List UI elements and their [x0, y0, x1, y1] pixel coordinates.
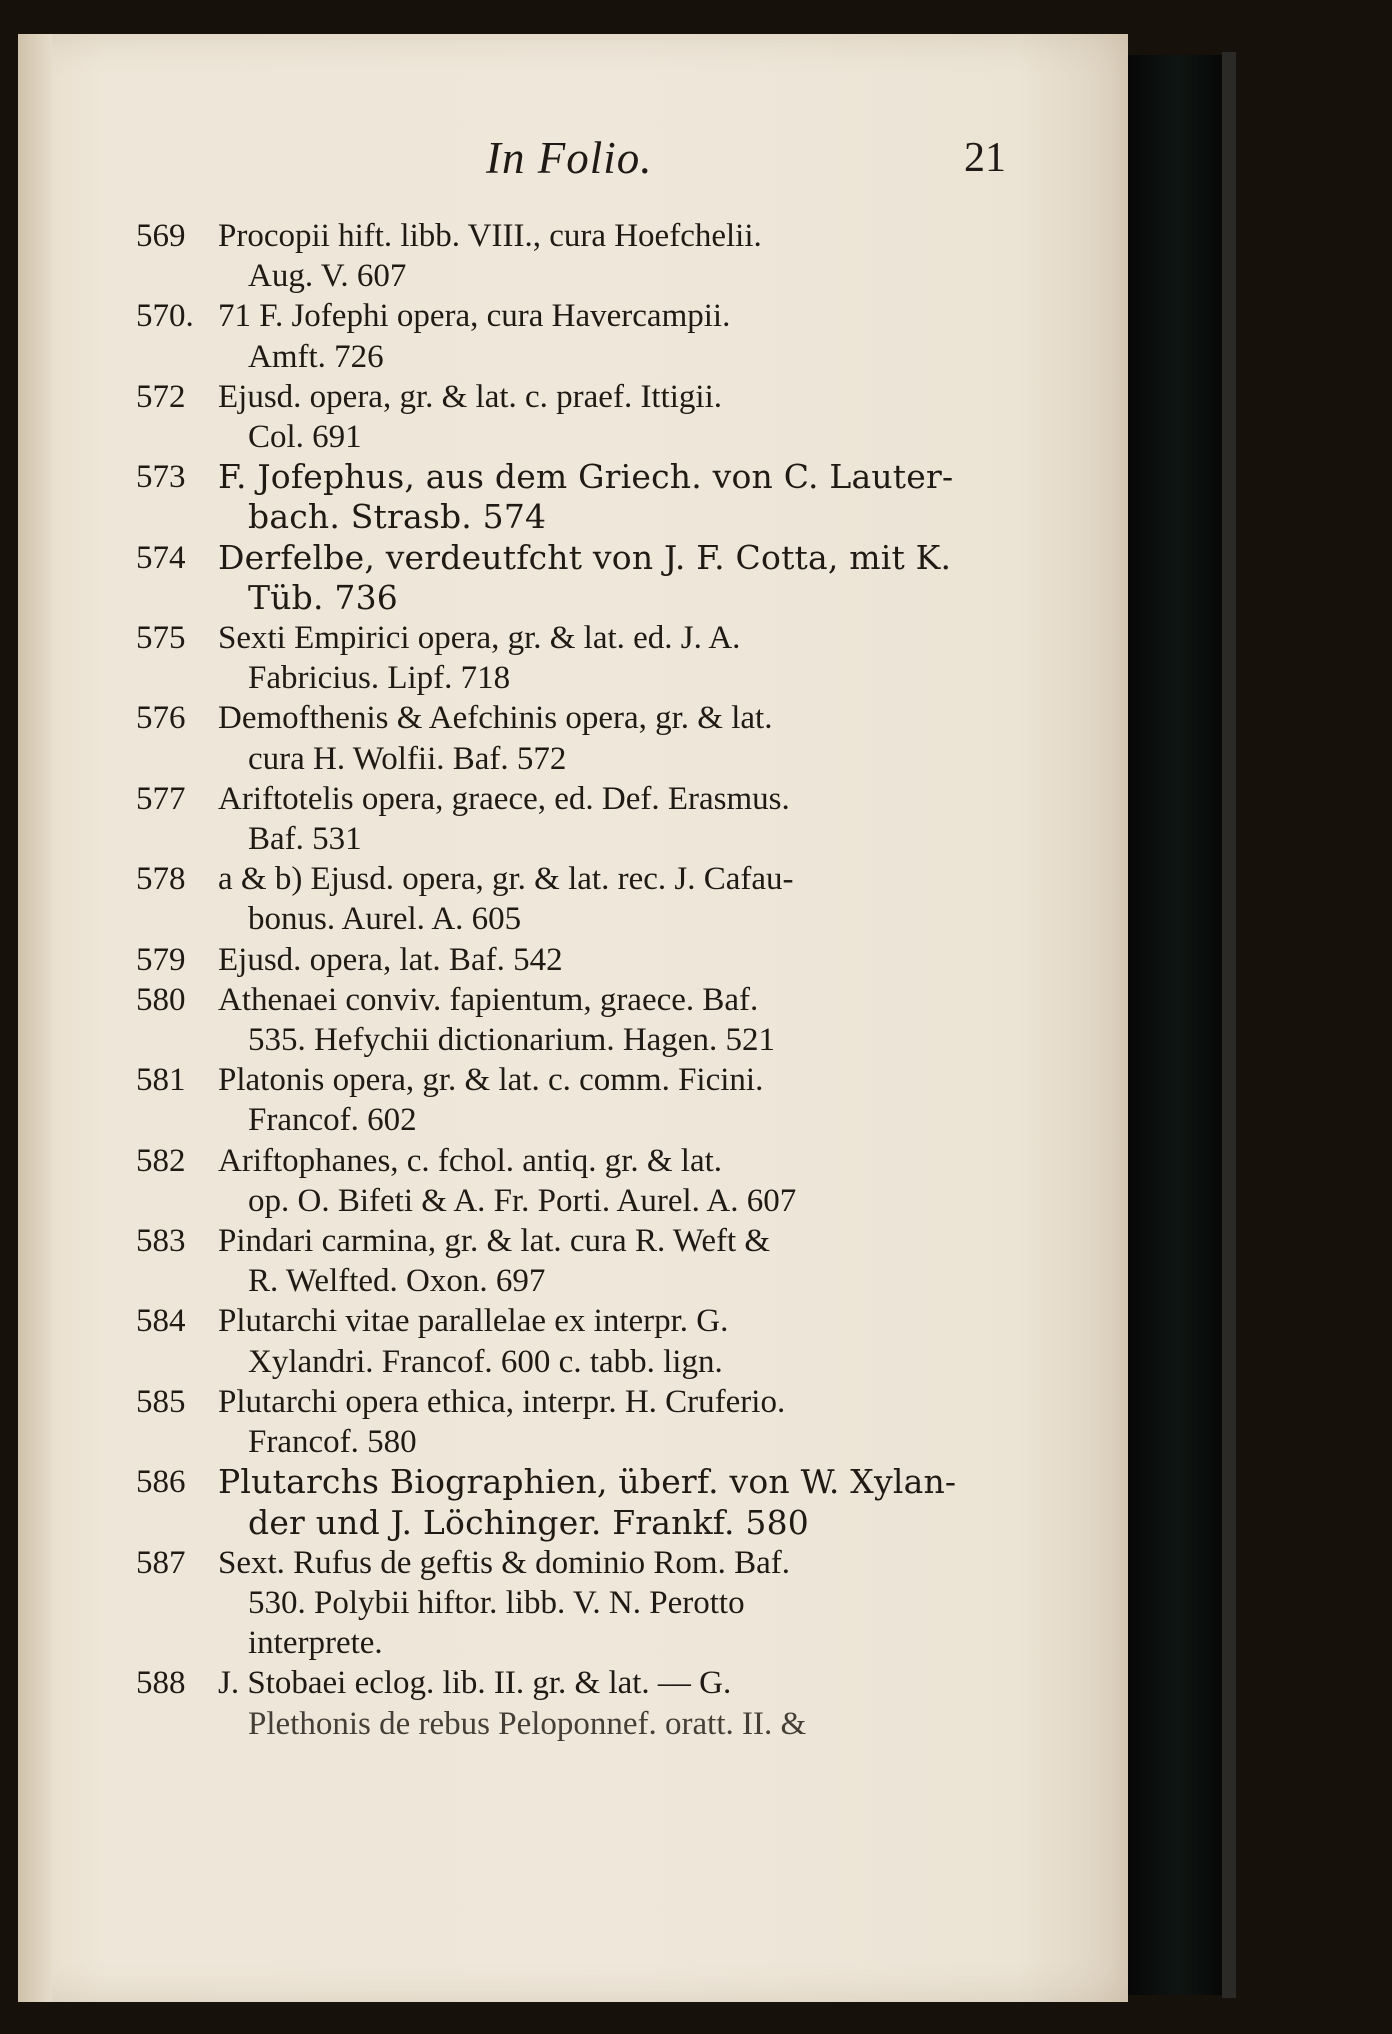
- catalog-entry: [136, 618, 1016, 698]
- entry-line: Ariftotelis opera, graece, ed. Def. Erasmus.: [218, 780, 790, 817]
- entry-line: F. Jofephus, aus dem Griech. von C. Lauter-: [218, 457, 954, 497]
- catalog-entry: [136, 296, 1016, 376]
- entry-number: 578: [136, 861, 186, 898]
- entry-line: Francof. 602: [248, 1102, 417, 1139]
- catalog-entry: [136, 940, 1016, 980]
- entry-line: J. Stobaei eclog. lib. II. gr. & lat. — G.: [218, 1665, 732, 1702]
- entry-number: 587: [136, 1544, 186, 1581]
- catalog-entry: [136, 1141, 1016, 1221]
- book-catalog-list: [136, 216, 1016, 1744]
- page-gutter: [18, 34, 52, 2002]
- entry-line: 71 F. Jofephi opera, cura Havercampii.: [218, 298, 731, 335]
- entry-line: bonus. Aurel. A. 605: [248, 901, 522, 938]
- entry-line: bach. Strasb. 574: [248, 497, 547, 537]
- entry-line: op. O. Bifeti & A. Fr. Porti. Aurel. A. 607: [248, 1182, 797, 1219]
- catalog-entry: [136, 1221, 1016, 1301]
- entry-line: Fabricius. Lipf. 718: [248, 660, 511, 697]
- entry-number: 572: [136, 378, 186, 415]
- running-title: In Folio.: [486, 133, 653, 183]
- entry-line: Plutarchs Biographien, überf. von W. Xylan-: [218, 1462, 957, 1502]
- catalog-entry: [136, 1301, 1016, 1381]
- entry-number: 585: [136, 1383, 186, 1420]
- entry-line: interprete.: [248, 1625, 383, 1662]
- entry-line: Derfelbe, verdeutfcht von J. F. Cotta, mit K.: [218, 537, 952, 577]
- entry-line: 535. Hefychii dictionarium. Hagen. 521: [248, 1022, 775, 1059]
- entry-number: 583: [136, 1223, 186, 1260]
- entry-line: Athenaei conviv. fapientum, graece. Baf.: [218, 981, 759, 1018]
- catalog-entry: [136, 779, 1016, 859]
- entry-line: Plutarchi opera ethica, interpr. H. Cruferio.: [218, 1383, 786, 1420]
- book-binding-edge: [1128, 55, 1232, 1995]
- entry-line: Plethonis de rebus Peloponnef. oratt. II. &: [248, 1705, 807, 1742]
- catalog-entry: [136, 1382, 1016, 1462]
- entry-line: Col. 691: [248, 419, 362, 456]
- entry-line: 530. Polybii hiftor. libb. V. N. Perotto: [248, 1584, 745, 1621]
- catalog-entry: [136, 457, 1016, 537]
- entry-number: 588: [136, 1665, 186, 1702]
- entry-line: Plutarchi vitae parallelae ex interpr. G.: [218, 1303, 729, 1340]
- paper-page: [18, 34, 1128, 2002]
- entry-line: Xylandri. Francof. 600 c. tabb. lign.: [248, 1343, 723, 1380]
- catalog-entry: [136, 859, 1016, 939]
- entry-number: 582: [136, 1142, 186, 1179]
- catalog-entry: [136, 216, 1016, 296]
- page-number: 21: [964, 135, 1006, 181]
- entry-line: Sexti Empirici opera, gr. & lat. ed. J. A.: [218, 620, 741, 657]
- entry-line: Tüb. 736: [248, 577, 398, 617]
- entry-number: 581: [136, 1062, 186, 1099]
- entry-line: Procopii hift. libb. VIII., cura Hoefchelii.: [218, 218, 762, 254]
- entry-number: 569: [136, 218, 186, 254]
- catalog-entry: [136, 1060, 1016, 1140]
- entry-line: Amft. 726: [248, 338, 384, 375]
- entry-number: 584: [136, 1303, 186, 1340]
- entry-number: 575: [136, 620, 186, 657]
- page-header: [186, 132, 1006, 186]
- entry-line: Ejusd. opera, lat. Baf. 542: [218, 941, 563, 978]
- entry-line: Francof. 580: [248, 1424, 417, 1461]
- catalog-entry: [136, 538, 1016, 618]
- entry-line: R. Welfted. Oxon. 697: [248, 1263, 546, 1300]
- entry-number: 574: [136, 539, 186, 576]
- entry-line: der und J. Löchinger. Frankf. 580: [248, 1502, 809, 1542]
- catalog-entry: [136, 377, 1016, 457]
- entry-number: 579: [136, 941, 186, 978]
- entry-line: cura H. Wolfii. Baf. 572: [248, 740, 567, 777]
- entry-line: Pindari carmina, gr. & lat. cura R. Weft &: [218, 1223, 771, 1260]
- entry-number: 577: [136, 780, 186, 817]
- entry-line: Baf. 531: [248, 821, 362, 858]
- entry-line: Aug. V. 607: [248, 258, 407, 295]
- catalog-entry: [136, 1462, 1016, 1542]
- catalog-entry: [136, 1663, 1016, 1743]
- entry-line: Sext. Rufus de geftis & dominio Rom. Baf.: [218, 1544, 790, 1581]
- book-cover-edge: [1222, 52, 1236, 1998]
- entry-number: 573: [136, 459, 186, 496]
- entry-line: a & b) Ejusd. opera, gr. & lat. rec. J. Cafau-: [218, 861, 794, 898]
- entry-line: Ariftophanes, c. fchol. antiq. gr. & lat.: [218, 1142, 723, 1179]
- entry-line: Platonis opera, gr. & lat. c. comm. Ficini.: [218, 1062, 764, 1099]
- entry-number: 586: [136, 1464, 186, 1501]
- entry-number: 576: [136, 700, 186, 737]
- entry-number: 570.: [136, 298, 194, 335]
- catalog-entry: [136, 980, 1016, 1060]
- catalog-entry: [136, 1543, 1016, 1664]
- entry-line: Ejusd. opera, gr. & lat. c. praef. Ittigii.: [218, 378, 723, 415]
- catalog-entry: [136, 698, 1016, 778]
- entry-line: Demofthenis & Aefchinis opera, gr. & lat.: [218, 700, 773, 737]
- entry-number: 580: [136, 981, 186, 1018]
